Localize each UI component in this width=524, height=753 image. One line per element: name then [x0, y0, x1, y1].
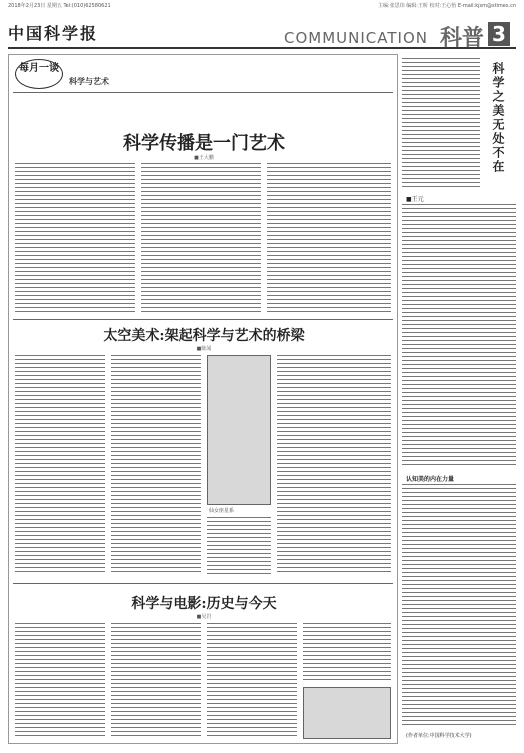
column-badge: 每月一谈	[15, 59, 63, 89]
side-author: ■王元	[406, 196, 424, 203]
article2-text-col4	[277, 355, 391, 575]
side-column	[402, 54, 516, 744]
side-title: 科学之美无处不在	[491, 62, 505, 174]
side-footer: (作者单位:中国科学技术大学)	[406, 733, 472, 739]
section-english: COMMUNICATION	[284, 29, 428, 47]
side-text-bottom	[402, 484, 516, 728]
article3-text-col3	[207, 623, 297, 739]
side-subheading: 认知美的内在力量	[406, 476, 455, 483]
article3-text-col1	[15, 623, 105, 739]
column-name: 科学与艺术	[69, 76, 109, 86]
divider	[13, 319, 393, 320]
article1-text-col1	[15, 163, 135, 313]
date-line: 2018年2月23日 星期五 Tel:(010)62580621	[8, 3, 111, 9]
section-chinese: 科普	[439, 25, 484, 51]
editor-line: 主编:张思玮 编辑:王昕 校对:王心怡 E-mail:kjsm@stimes.cn	[378, 3, 516, 9]
newspaper-logo: 中国科学报	[8, 24, 99, 43]
page-header-info	[8, 2, 516, 12]
main-column	[8, 54, 398, 744]
page-number: 3	[488, 22, 510, 46]
article2-text-col1	[15, 355, 105, 575]
article2-text-col3	[207, 517, 271, 575]
side-text-mid	[402, 204, 516, 466]
image-caption: 仙女座星系	[209, 508, 235, 514]
article3-title: 科学与电影:历史与今天	[131, 596, 277, 612]
side-text-top	[402, 58, 480, 188]
article1-author: ■王大鹏	[194, 155, 214, 161]
article2-image	[207, 355, 271, 505]
masthead	[8, 13, 516, 49]
article3-author: ■吴岩	[196, 614, 212, 620]
article3-text-col2	[111, 623, 201, 739]
article2-title: 太空美术:架起科学与艺术的桥梁	[103, 328, 305, 344]
article1-title: 科学传播是一门艺术	[123, 133, 285, 154]
article2-author: ■陈闻	[196, 346, 212, 352]
divider	[13, 583, 393, 584]
article1-text-col2	[141, 163, 261, 313]
article1-text-col3	[267, 163, 391, 313]
article3-image	[303, 687, 391, 739]
column-banner	[13, 59, 393, 93]
article3-text-col4	[303, 623, 391, 683]
article2-text-col2	[111, 355, 201, 575]
